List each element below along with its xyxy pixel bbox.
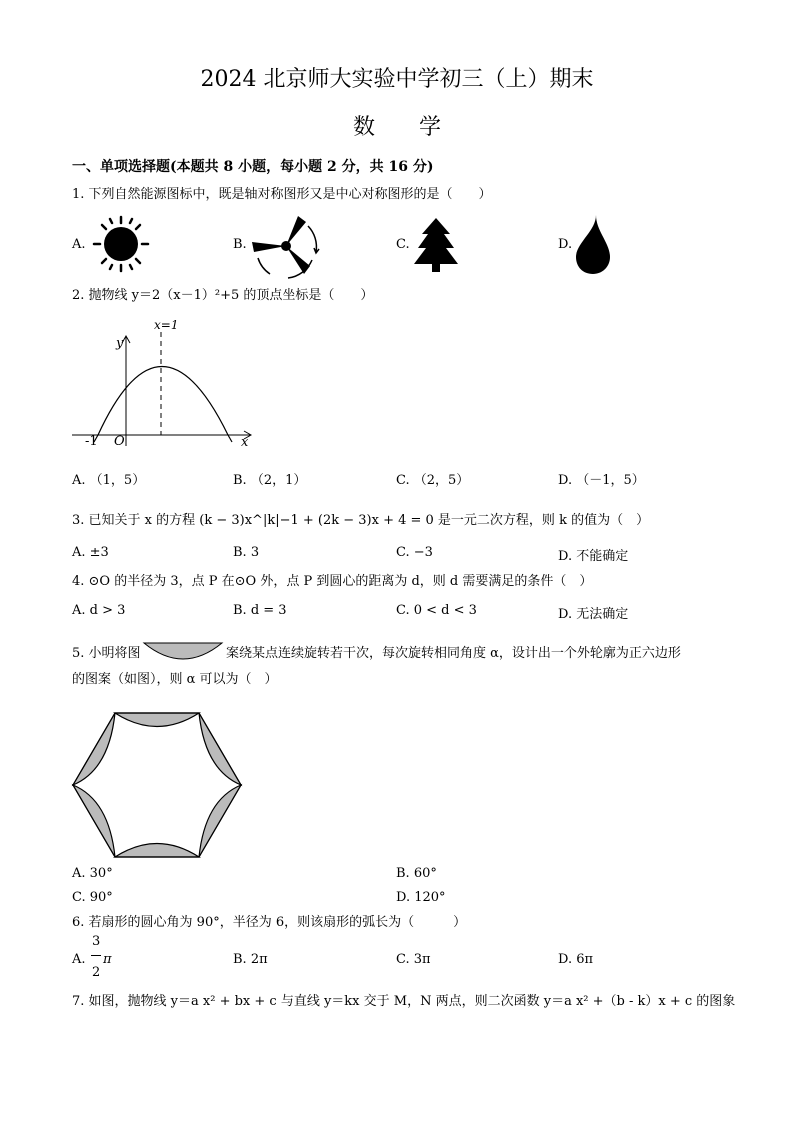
q6-option-c: C. 3π (396, 952, 431, 967)
q2-option-b: B. （2，1） (233, 473, 307, 488)
document-title: 2024 北京师大实验中学初三（上）期末 (200, 67, 594, 92)
axis-of-symmetry-label: x=1 (154, 318, 179, 332)
q3-option-a: A. ±3 (72, 545, 109, 560)
q6-option-a-denominator: 2 (92, 965, 101, 980)
q6-option-a-prefix: A. (72, 952, 86, 967)
question-2-stem: 2. 抛物线 y＝2（x－1）²+5 的顶点坐标是（ ） (72, 288, 374, 303)
wind-turbine-icon (248, 212, 320, 280)
question-6-stem: 6. 若扇形的圆心角为 90°，半径为 6，则该扇形的弧长为（ ） (72, 915, 467, 930)
q6-option-b: B. 2π (233, 952, 268, 967)
q5-option-c: C. 90° (72, 890, 113, 905)
q5-option-a: A. 30° (72, 866, 113, 881)
q4-option-b: B. d = 3 (233, 603, 287, 618)
q2-option-a: A. （1，5） (72, 473, 146, 488)
q1-option-c-label: C. (396, 237, 410, 252)
origin-label: O (114, 434, 125, 449)
neg-one-label: -1 (85, 434, 98, 449)
tree-icon (412, 216, 460, 274)
hexagon-pattern-figure (70, 710, 244, 860)
segment-shape-icon (143, 641, 223, 663)
x-axis-label: x (241, 435, 249, 450)
question-7-stem: 7. 如图，抛物线 y＝a x² + bx + c 与直线 y＝kx 交于 M，N 两点，则二次函数 y＝a x² +（b - k）x + c 的图象 (72, 994, 736, 1009)
parabola-graph (70, 318, 260, 453)
q3-option-b: B. 3 (233, 545, 260, 560)
question-5-stem-mid: 案绕某点连续旋转若干次，每次旋转相同角度 α，设计出一个外轮廓为正六边形 (226, 646, 681, 661)
q4-option-d: D. 无法确定 (558, 607, 629, 622)
q6-option-a-numerator: 3 (92, 934, 101, 949)
q2-option-d: D. （－1，5） (558, 473, 645, 488)
question-3-stem: 3. 已知关于 x 的方程 (k − 3)x^|k|−1 + (2k − 3)x + 4 = 0 是一元二次方程，则 k 的值为（ ） (72, 513, 650, 528)
section-heading: 一、单项选择题(本题共 8 小题，每小题 2 分，共 16 分) (72, 159, 434, 175)
question-5-stem-start: 5. 小明将图 (72, 646, 141, 661)
q1-option-d-label: D. (558, 237, 573, 252)
q1-option-a-label: A. (72, 237, 86, 252)
q3-option-d: D. 不能确定 (558, 549, 629, 564)
subject-title: 数 学 (352, 115, 441, 140)
question-4-stem: 4. ⊙O 的半径为 3，点 P 在⊙O 外，点 P 到圆心的距离为 d，则 d 需要满足的条件（ ） (72, 574, 593, 589)
question-1-stem: 1. 下列自然能源图标中，既是轴对称图形又是中心对称图形的是（ ） (72, 187, 492, 202)
sun-icon (86, 214, 156, 274)
q6-option-a-pi: π (103, 952, 112, 967)
y-axis-label: y (116, 336, 124, 351)
q1-option-b-label: B. (233, 237, 247, 252)
question-5-stem-end: 的图案（如图），则 α 可以为（ ） (72, 672, 278, 687)
fraction-bar (91, 955, 101, 956)
q5-option-d: D. 120° (396, 890, 446, 905)
q4-option-c: C. 0 < d < 3 (396, 603, 477, 618)
q4-option-a: A. d > 3 (72, 603, 126, 618)
q3-option-c: C. −3 (396, 545, 433, 560)
q5-option-b: B. 60° (396, 866, 437, 881)
q6-option-d: D. 6π (558, 952, 594, 967)
q2-option-c: C. （2，5） (396, 473, 470, 488)
water-drop-icon (574, 213, 614, 275)
